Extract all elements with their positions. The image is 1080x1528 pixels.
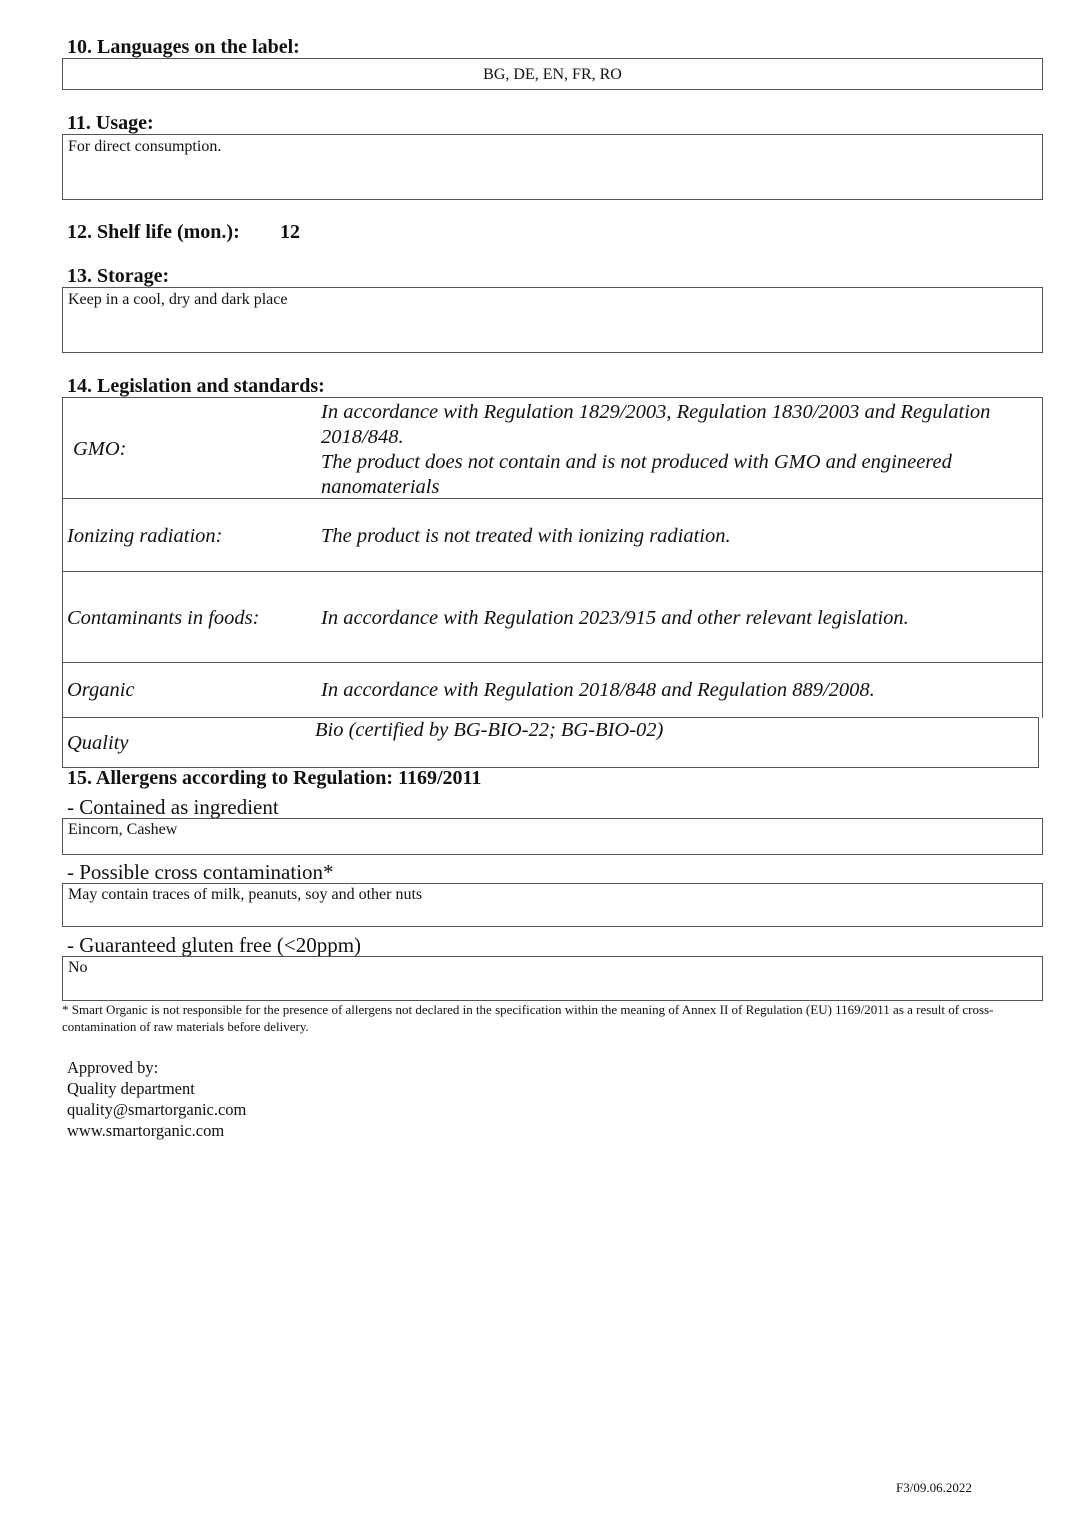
contact-email[interactable]: quality@smartorganic.com [67,1100,247,1119]
allergen-footnote: * Smart Organic is not responsible for the presence of allergens not declared in the specification within the meaning of Annex II of Regulation (EU) 1169/2011 as a result of cross-contamination of raw materials before delivery. [62,1002,994,1034]
contaminants-value: In accordance with Regulation 2023/915 and other relevant legislation. [321,607,909,629]
gmo-label: GMO: [73,438,127,460]
gluten-free-label: - Guaranteed gluten free (<20ppm) [67,933,362,957]
legislation-row-divider [62,662,1043,663]
cross-contamination-box [62,883,1043,927]
department-name: Quality department [67,1079,195,1098]
form-code: F3/09.06.2022 [896,1480,972,1495]
languages-value: BG, DE, EN, FR, RO [483,66,622,83]
allergens-heading: 15. Allergens according to Regulation: 1169/2011 [67,767,482,789]
storage-value: Keep in a cool, dry and dark place [68,291,288,308]
quality-value: Bio (certified by BG-BIO-22; BG-BIO-02) [315,719,664,741]
organic-value: In accordance with Regulation 2018/848 and Regulation 889/2008. [321,679,875,701]
gmo-line1: In accordance with Regulation 1829/2003, Regulation 1830/2003 and Regulation 2018/848. [321,401,991,448]
gluten-free-value: No [68,959,88,976]
contact-website[interactable]: www.smartorganic.com [67,1121,225,1140]
languages-box [62,58,1043,90]
storage-heading: 13. Storage: [67,265,170,287]
legislation-row-divider [62,571,1043,572]
usage-heading: 11. Usage: [67,112,154,134]
usage-box [62,134,1043,200]
cross-contamination-value: May contain traces of milk, peanuts, soy and other nuts [68,886,423,903]
ionizing-label: Ionizing radiation: [67,525,223,547]
contained-label: - Contained as ingredient [67,795,279,819]
quality-label: Quality [67,732,129,754]
contaminants-label: Contaminants in foods: [67,607,260,629]
storage-box [62,287,1043,353]
approved-by-label: Approved by: [67,1058,159,1077]
legislation-heading: 14. Legislation and standards: [67,375,325,397]
ionizing-value: The product is not treated with ionizing radiation. [321,525,731,547]
contained-box [62,818,1043,855]
contained-value: Eincorn, Cashew [68,821,178,838]
gmo-line2: The product does not contain and is not produced with GMO and engineered nanomaterials [321,451,952,498]
gluten-free-box [62,956,1043,1001]
shelf-life-value: 12 [280,221,300,243]
organic-label: Organic [67,679,135,701]
usage-value: For direct consumption. [68,138,222,155]
shelf-life-heading: 12. Shelf life (mon.): [67,221,240,243]
cross-contamination-label: - Possible cross contamination* [67,860,334,884]
languages-heading: 10. Languages on the label: [67,36,300,58]
